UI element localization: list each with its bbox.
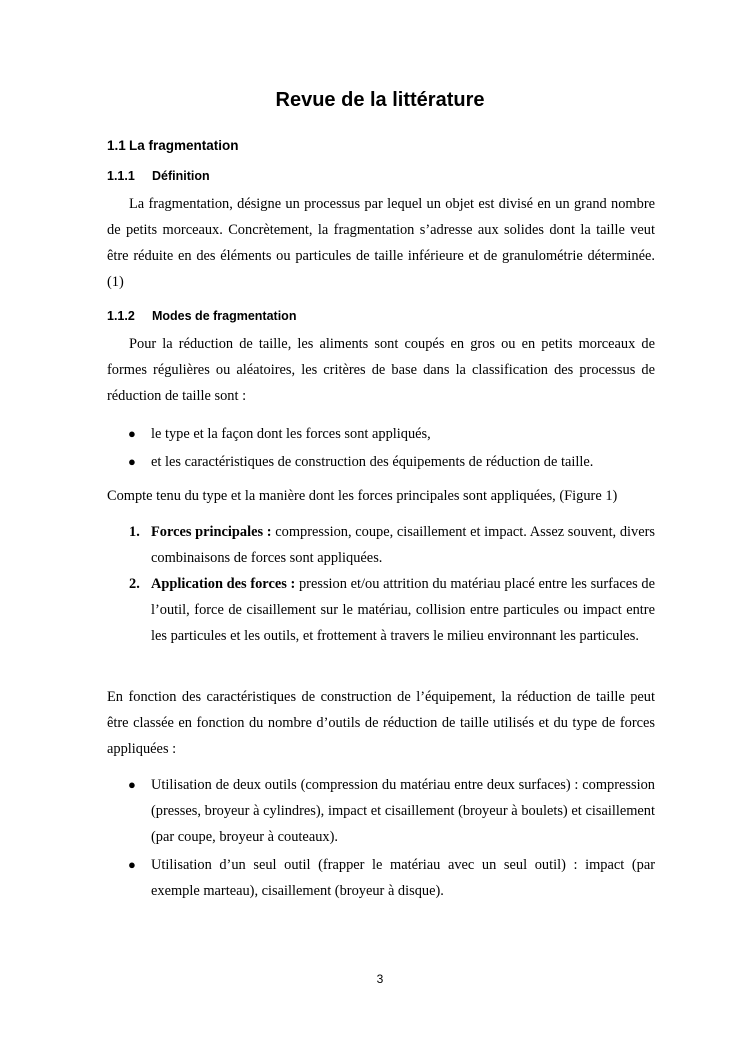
list-item-text: et les caractéristiques de construction des équipements de réduction de taille. bbox=[151, 454, 594, 470]
subsection-number: 1.1.1 bbox=[107, 169, 135, 183]
subsection-title: Définition bbox=[152, 169, 210, 183]
subsection-title: Modes de fragmentation bbox=[152, 309, 297, 323]
list-number: 1. bbox=[129, 524, 140, 540]
page-number: 3 bbox=[376, 972, 384, 986]
list-item bbox=[107, 449, 655, 475]
section-title: La fragmentation bbox=[129, 138, 239, 153]
criteria-list bbox=[107, 421, 655, 477]
list-item-text: Utilisation de deux outils (compression du matériau entre deux surfaces) : compression (presses, broyeur à cylindres), impact et cisaillement (broyeur à boulets) et cisaillement (par coupe, broyeur à couteaux). bbox=[151, 777, 655, 845]
list-item bbox=[107, 852, 655, 904]
subsection-number: 1.1.2 bbox=[107, 309, 135, 323]
subsection-heading-definition bbox=[107, 169, 210, 183]
list-item-text: le type et la façon dont les forces sont appliqués, bbox=[151, 426, 431, 442]
tools-list bbox=[107, 772, 655, 906]
section-heading bbox=[107, 138, 239, 153]
modes-intro-paragraph: Pour la réduction de taille, les aliments sont coupés en gros ou en petits morceaux de formes régulières ou aléatoires, les critères de base dans la classification des processus de réduction de taille sont : bbox=[107, 336, 655, 404]
definition-paragraph: La fragmentation, désigne un processus par lequel un objet est divisé en un grand nombre de petits morceaux. Concrètement, la fragmentation s’adresse aux solides dont la taille veut être réduite en des éléments ou particules de taille inférieure et de granulométrie déterminée. (1) bbox=[107, 196, 655, 290]
forces-list bbox=[107, 519, 655, 649]
bullet-icon: ● bbox=[128, 426, 136, 441]
list-item-text: compression, coupe, cisaillement et impact. Assez souvent, divers combinaisons de forces sont appliquées. bbox=[151, 524, 655, 566]
list-item-lead: Forces principales : bbox=[151, 524, 272, 540]
list-item bbox=[107, 519, 655, 571]
forces-intro-paragraph: Compte tenu du type et la manière dont les forces principales sont appliquées, (Figure 1) bbox=[107, 488, 618, 504]
list-item bbox=[107, 772, 655, 850]
bullet-icon: ● bbox=[128, 857, 136, 872]
tools-intro-paragraph: En fonction des caractéristiques de construction de l’équipement, la réduction de taille peut être classée en fonction du nombre d’outils de réduction de taille utilisés et du type de forces appliquées : bbox=[107, 689, 655, 757]
list-item bbox=[107, 571, 655, 649]
subsection-heading-modes bbox=[107, 309, 296, 323]
list-item-text: Utilisation d’un seul outil (frapper le matériau avec un seul outil) : impact (par exemple marteau), cisaillement (broyeur à disque). bbox=[151, 857, 655, 899]
list-number: 2. bbox=[129, 576, 140, 592]
list-item bbox=[107, 421, 655, 447]
list-item-lead: Application des forces : bbox=[151, 576, 296, 592]
list-item-text: pression et/ou attrition du matériau placé entre les surfaces de l’outil, force de cisaillement sur le matériau, collision entre particules ou impact entre les particules et les outils, et frottement à travers le milieu environnant les particules. bbox=[151, 576, 655, 644]
page-title: Revue de la littérature bbox=[275, 89, 485, 111]
bullet-icon: ● bbox=[128, 454, 136, 469]
section-number: 1.1 bbox=[107, 138, 126, 153]
bullet-icon: ● bbox=[128, 777, 136, 792]
